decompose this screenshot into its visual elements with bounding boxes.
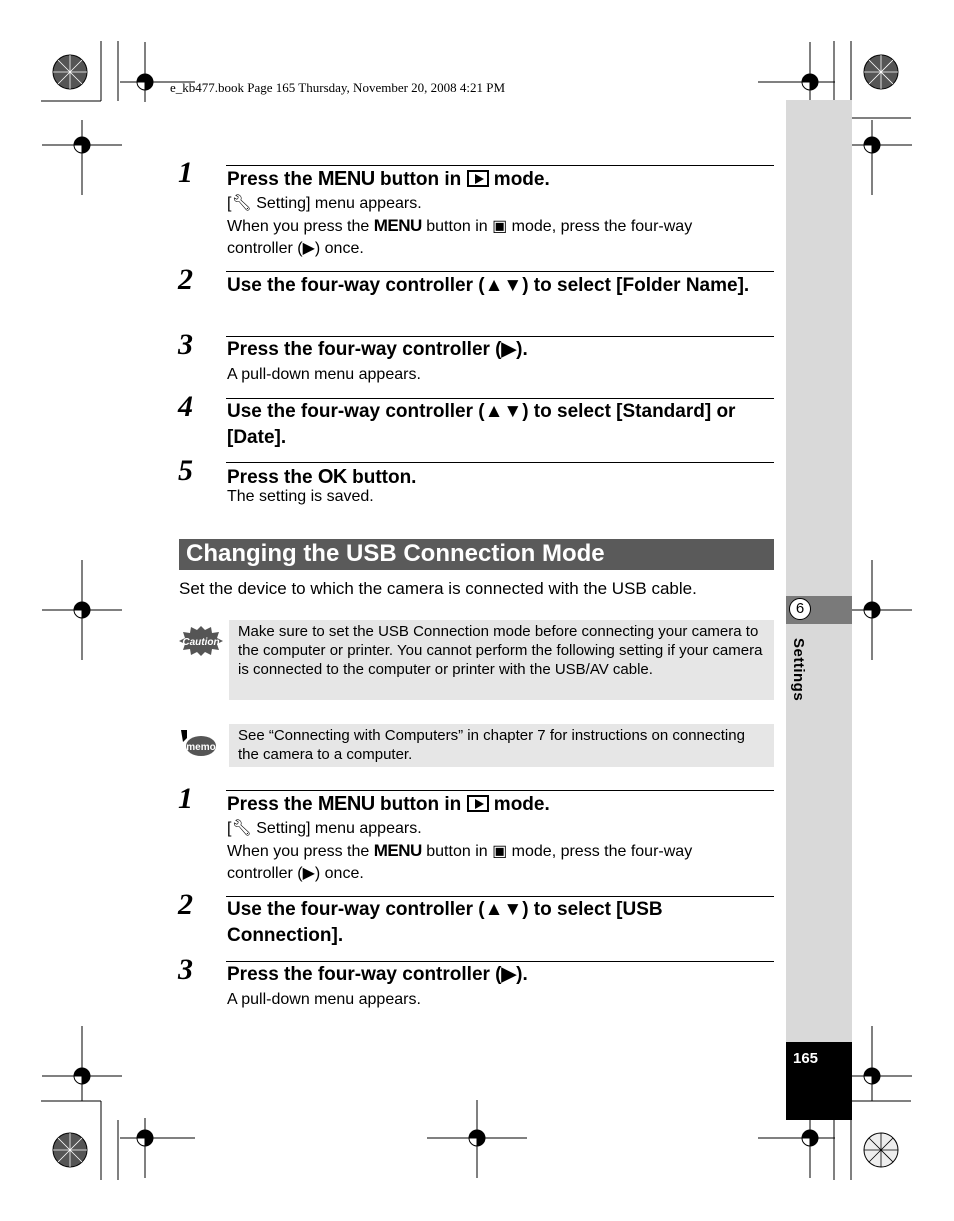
section-title: Changing the USB Connection Mode xyxy=(186,540,605,567)
caution-icon xyxy=(179,626,223,656)
menu-button-icon: MENU xyxy=(317,168,375,190)
step-body: A pull-down menu appears. xyxy=(227,366,421,383)
step-rule xyxy=(226,462,774,463)
step-heading: Press the OK button. xyxy=(227,466,417,488)
svg-text:Caution: Caution xyxy=(182,637,220,648)
print-header: e_kb477.book Page 165 Thursday, November 20, 2008 4:21 PM xyxy=(170,80,506,95)
chapter-label: Settings xyxy=(790,638,807,702)
menu-button-icon: MENU xyxy=(373,841,422,860)
camera-icon: ▣ xyxy=(492,843,508,860)
menu-button-icon: MENU xyxy=(373,216,422,235)
caution-note: Make sure to set the USB Connection mode before connecting your camera to the computer or printer. You cannot perform the following setting if your camera is connected to the computer or printer with the USB/AV cable. xyxy=(229,620,774,700)
step-number: 1 xyxy=(178,782,193,815)
step-number: 2 xyxy=(178,263,193,296)
wrench-icon: 🔧︎ xyxy=(231,195,252,212)
chapter-number: 6 xyxy=(789,598,811,620)
step-heading: Use the four-way controller (▲▼) to select [Standard] or [Date]. xyxy=(227,401,736,448)
step-heading: Press the four-way controller (▶). xyxy=(227,964,528,985)
step-number: 3 xyxy=(178,953,193,986)
step-number: 5 xyxy=(178,454,193,487)
step-heading: Use the four-way controller (▲▼) to select [Folder Name]. xyxy=(227,275,750,296)
step-number: 3 xyxy=(178,328,193,361)
step-body: A pull-down menu appears. xyxy=(227,991,421,1008)
section-intro: Set the device to which the camera is connected with the USB cable. xyxy=(179,579,697,598)
step-number: 1 xyxy=(178,156,193,189)
step-heading: Use the four-way controller (▲▼) to select [USB Connection]. xyxy=(227,899,663,946)
camera-icon: ▣ xyxy=(492,218,508,235)
step-body: [🔧︎ Setting] menu appears. When you press the MENU button in ▣ mode, press the four-way controller (▶) once. xyxy=(227,820,693,882)
step-body: The setting is saved. xyxy=(227,488,374,505)
step-number: 4 xyxy=(178,390,193,423)
wrench-icon: 🔧︎ xyxy=(231,820,252,837)
step-rule xyxy=(226,271,774,272)
step-number: 2 xyxy=(178,888,193,921)
memo-icon xyxy=(179,728,217,758)
step-body: [🔧︎ Setting] menu appears. When you press the MENU button in ▣ mode, press the four-way controller (▶) once. xyxy=(227,195,693,257)
svg-text:memo: memo xyxy=(186,742,216,753)
page-number: 165 xyxy=(793,1050,819,1067)
playback-icon xyxy=(467,170,489,187)
playback-icon xyxy=(467,795,489,812)
step-heading: Press the MENU button in mode. xyxy=(227,168,550,190)
memo-note: See “Connecting with Computers” in chapter 7 for instructions on connecting the camera to a computer. xyxy=(229,724,774,767)
step-heading: Press the MENU button in mode. xyxy=(227,793,550,815)
step-heading: Press the four-way controller (▶). xyxy=(227,339,528,360)
menu-button-icon: MENU xyxy=(317,793,375,815)
ok-button-icon: OK xyxy=(317,466,347,488)
